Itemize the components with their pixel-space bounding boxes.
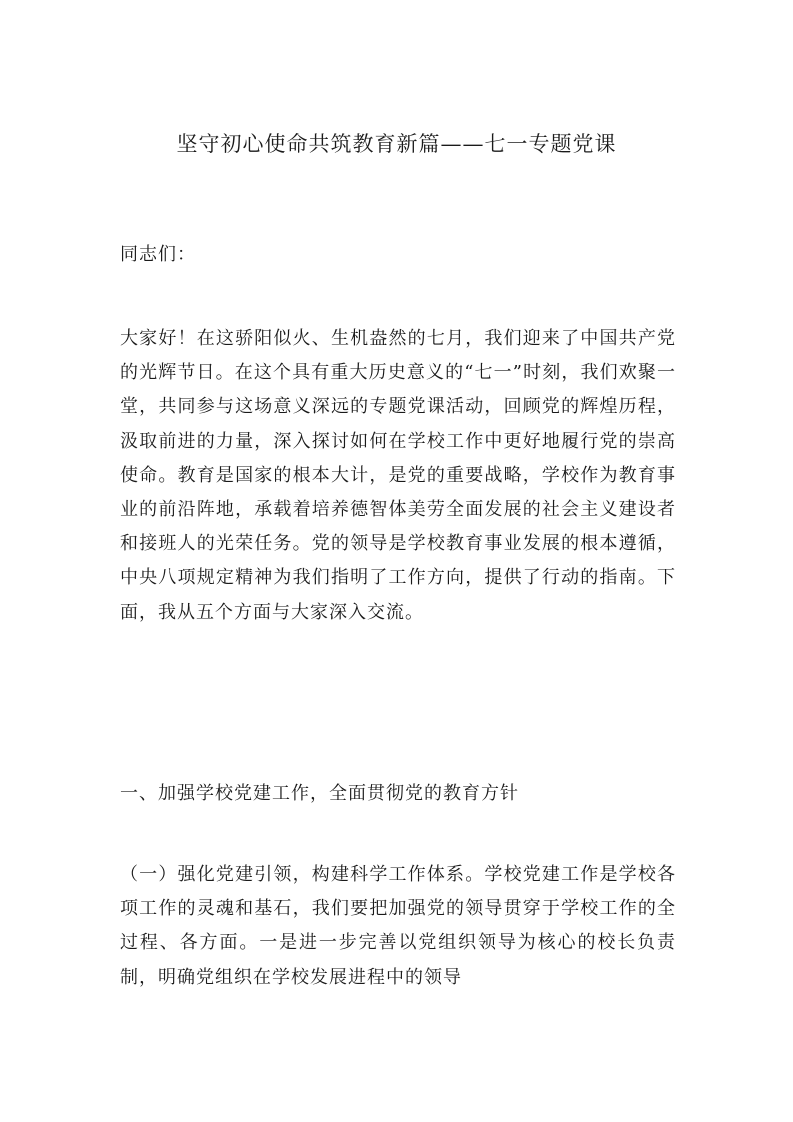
salutation: 同志们： bbox=[120, 244, 196, 265]
section-heading-1: 一、加强学校党建工作，全面贯彻党的教育方针 bbox=[120, 783, 519, 804]
intro-paragraph: 大家好！在这骄阳似火、生机盎然的七月，我们迎来了中国共产党的光辉节日。在这个具有重大历史意义的“七一”时刻，我们欢聚一堂，共同参与这场意义深远的专题党课活动，回顾党的辉煌历程，汲取前进的力量，深入探讨如何在学校工作中更好地履行党的崇高使命。教育是国家的根本大计，是党的重要战略，学校作为教育事业的前沿阵地，承载着培养德智体美劳全面发展的社会主义建设者和接班人的光荣任务。党的领导是学校教育事业发展的根本遵循，中央八项规定精神为我们指明了工作方向，提供了行动的指南。下面，我从五个方面与大家深入交流。 bbox=[120, 328, 676, 623]
document-title: 坚守初心使命共筑教育新篇——七一专题党课 bbox=[176, 132, 617, 156]
section-1-paragraph-1: （一）强化党建引领，构建科学工作体系。学校党建工作是学校各项工作的灵魂和基石，我们要把加强党的领导贯穿于学校工作的全过程、各方面。一是进一步完善以党组织领导为核心的校长负责制，明确党组织在学校发展进程中的领导 bbox=[120, 864, 676, 988]
